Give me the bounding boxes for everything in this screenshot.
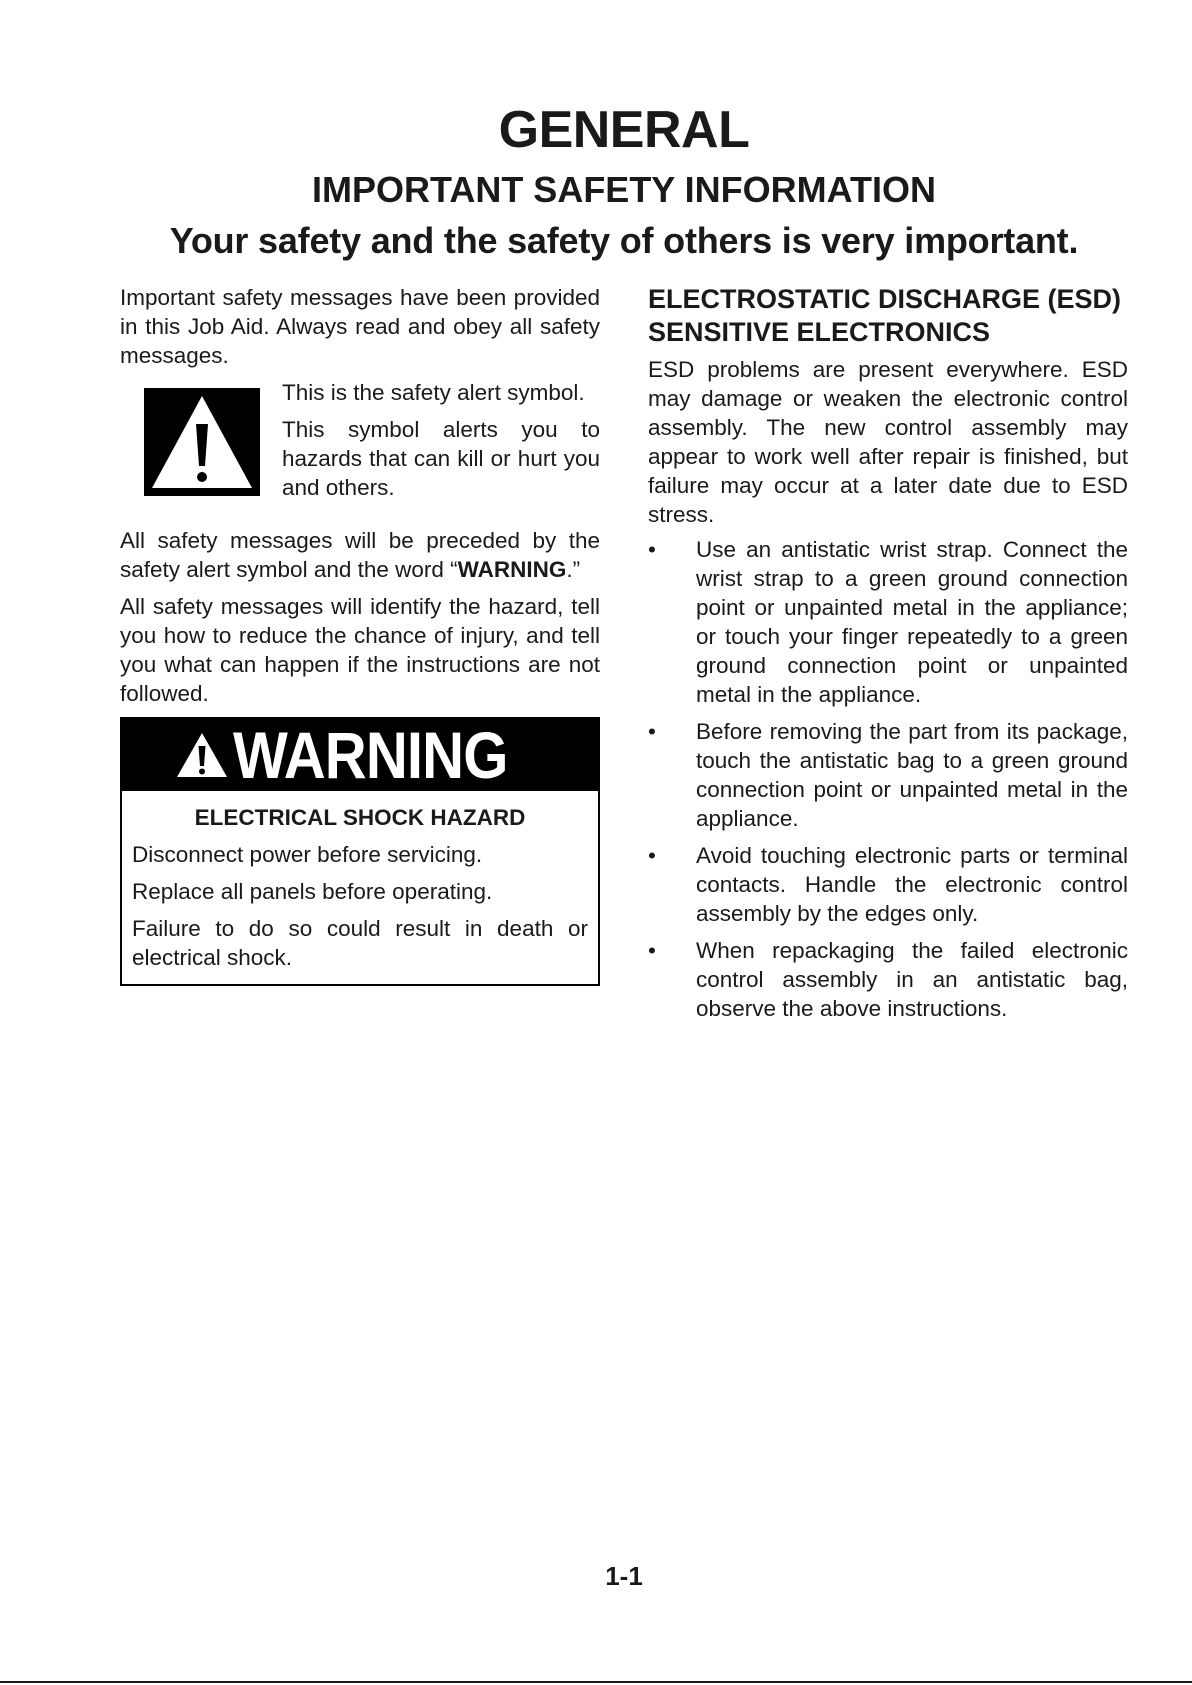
page-title: GENERAL xyxy=(498,101,750,159)
alert-symbol-caption: This is the safety alert symbol. xyxy=(282,380,585,405)
hazard-title: ELECTRICAL SHOCK HAZARD xyxy=(194,805,526,830)
list-item xyxy=(648,841,1128,928)
alert-symbol-description: This symbol alerts you to hazards that can kill or hurt you and others. xyxy=(282,417,600,500)
esd-intro-paragraph: ESD problems are present everywhere. ESD may damage or weaken the electronic control assembly. The new control assembly may appear to work well after repair is finished, but failure may occur at a later date due to ESD stress. xyxy=(648,357,1128,527)
safety-alert-icon xyxy=(144,388,260,496)
bullet-marker: • xyxy=(648,719,656,744)
bullet-marker: • xyxy=(648,843,656,868)
warning-preface-end: .” xyxy=(566,557,581,582)
list-item xyxy=(648,535,1128,709)
safety-alert-text xyxy=(282,378,600,510)
warning-preface-paragraph xyxy=(120,526,600,584)
warning-box xyxy=(120,717,600,986)
warning-header xyxy=(122,719,598,791)
list-item xyxy=(648,936,1128,1023)
bullet-text: Use an antistatic wrist strap. Connect the wrist strap to a green ground connection point or unpainted metal in the appliance; or touch your finger repeatedly to a green ground connection point or unpainted metal in the appliance. xyxy=(696,537,1128,707)
list-item xyxy=(648,717,1128,833)
bullet-text: When repackaging the failed electronic control assembly in an antistatic bag, observe the above instructions. xyxy=(696,938,1128,1021)
warning-line-consequence: Failure to do so could result in death or electrical shock. xyxy=(132,916,588,970)
warning-line-replace: Replace all panels before operating. xyxy=(132,879,493,904)
intro-paragraph: Important safety messages have been provided in this Job Aid. Always read and obey all safety messages. xyxy=(120,285,600,368)
bullet-marker: • xyxy=(648,938,656,963)
warning-label: WARNING xyxy=(233,718,508,792)
bottom-rule xyxy=(0,1681,1192,1683)
safety-tagline: Your safety and the safety of others is very important. xyxy=(169,220,1079,261)
bullet-text: Avoid touching electronic parts or terminal contacts. Handle the electronic control assembly by the edges only. xyxy=(696,843,1128,926)
warning-body xyxy=(122,791,598,984)
warning-line-disconnect: Disconnect power before servicing. xyxy=(132,842,483,867)
left-column xyxy=(120,283,600,986)
bullet-text: Before removing the part from its package, touch the antistatic bag to a green ground connection point or unpainted metal in the appliance. xyxy=(696,719,1128,831)
warning-preface-text: All safety messages will be preceded by the safety alert symbol and the word “ xyxy=(120,528,600,582)
warning-triangle-icon xyxy=(175,730,229,780)
bullet-marker: • xyxy=(648,537,656,562)
hazard-info-paragraph: All safety messages will identify the hazard, tell you how to reduce the chance of injury, and tell you what can happen if the instructions are not followed. xyxy=(120,594,600,706)
right-column xyxy=(648,283,1128,1031)
section-title: IMPORTANT SAFETY INFORMATION xyxy=(312,169,936,210)
esd-bullet-list xyxy=(648,535,1128,1023)
warning-keyword: WARNING xyxy=(457,557,567,582)
esd-heading: ELECTROSTATIC DISCHARGE (ESD) SENSITIVE ELECTRONICS xyxy=(648,284,1122,347)
safety-alert-block xyxy=(120,378,600,518)
page-number: 1-1 xyxy=(605,1561,643,1591)
